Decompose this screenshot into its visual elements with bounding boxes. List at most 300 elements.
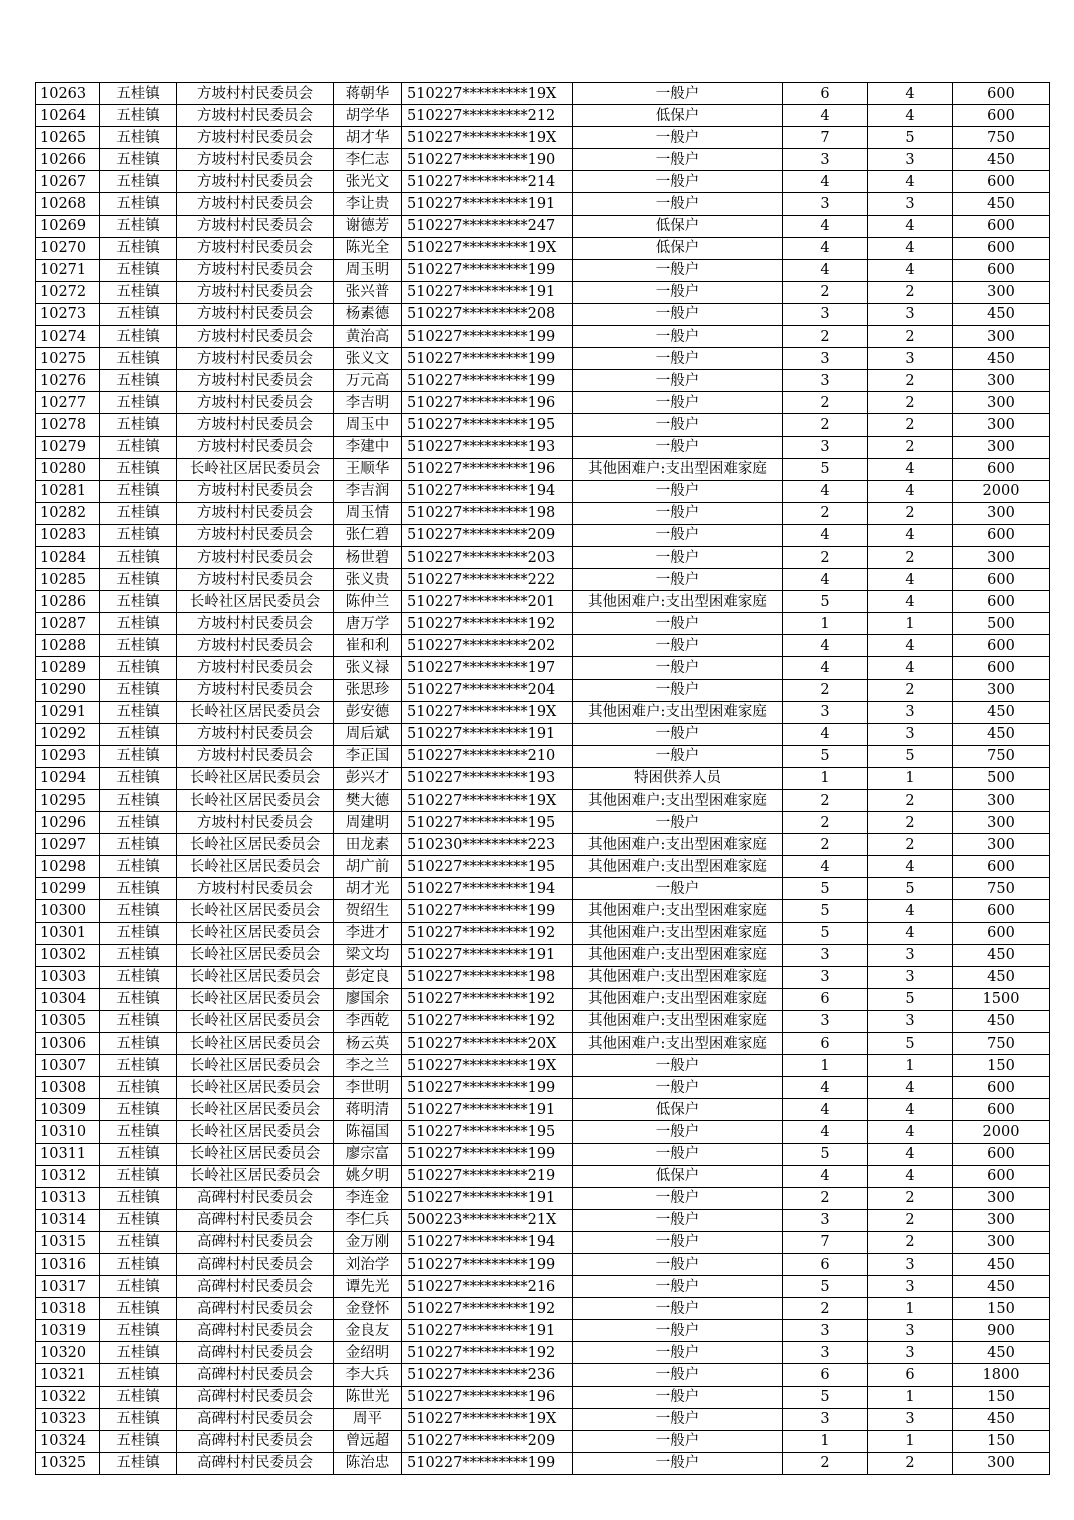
committee-cell: 长岭社区居民委员会 [177, 922, 334, 944]
family-size-cell: 5 [783, 1276, 868, 1298]
serial-number-cell: 10290 [36, 679, 100, 701]
amount-cell: 300 [953, 326, 1050, 348]
amount-cell: 450 [953, 193, 1050, 215]
town-cell: 五桂镇 [100, 569, 177, 591]
covered-persons-cell: 4 [868, 458, 953, 480]
committee-cell: 方坡村村民委员会 [177, 723, 334, 745]
amount-cell: 150 [953, 1055, 1050, 1077]
id-number-cell: 510227*********196 [402, 392, 573, 414]
town-cell: 五桂镇 [100, 1430, 177, 1452]
covered-persons-cell: 2 [868, 392, 953, 414]
id-number-cell: 510227*********199 [402, 348, 573, 370]
committee-cell: 方坡村村民委员会 [177, 613, 334, 635]
town-cell: 五桂镇 [100, 834, 177, 856]
household-type-cell: 一般户 [573, 679, 783, 701]
serial-number-cell: 10295 [36, 790, 100, 812]
id-number-cell: 510227*********208 [402, 303, 573, 325]
serial-number-cell: 10325 [36, 1452, 100, 1474]
amount-cell: 300 [953, 436, 1050, 458]
committee-cell: 方坡村村民委员会 [177, 546, 334, 568]
covered-persons-cell: 3 [868, 1010, 953, 1032]
covered-persons-cell: 4 [868, 922, 953, 944]
serial-number-cell: 10299 [36, 878, 100, 900]
name-cell: 张思珍 [334, 679, 402, 701]
amount-cell: 450 [953, 1342, 1050, 1364]
table-row [36, 237, 1050, 259]
table-row [36, 1010, 1050, 1032]
committee-cell: 方坡村村民委员会 [177, 127, 334, 149]
name-cell: 张义文 [334, 348, 402, 370]
family-size-cell: 2 [783, 281, 868, 303]
id-number-cell: 510227*********214 [402, 171, 573, 193]
committee-cell: 长岭社区居民委员会 [177, 701, 334, 723]
table-row [36, 1187, 1050, 1209]
amount-cell: 1800 [953, 1364, 1050, 1386]
covered-persons-cell: 3 [868, 1253, 953, 1275]
amount-cell: 450 [953, 303, 1050, 325]
committee-cell: 方坡村村民委员会 [177, 83, 334, 105]
committee-cell: 方坡村村民委员会 [177, 414, 334, 436]
household-type-cell: 一般户 [573, 1342, 783, 1364]
amount-cell: 150 [953, 1430, 1050, 1452]
covered-persons-cell: 4 [868, 259, 953, 281]
table-row [36, 966, 1050, 988]
amount-cell: 150 [953, 1298, 1050, 1320]
name-cell: 胡才光 [334, 878, 402, 900]
records-table-body [36, 83, 1050, 1475]
town-cell: 五桂镇 [100, 966, 177, 988]
town-cell: 五桂镇 [100, 790, 177, 812]
household-type-cell: 一般户 [573, 281, 783, 303]
serial-number-cell: 10289 [36, 657, 100, 679]
committee-cell: 长岭社区居民委员会 [177, 1033, 334, 1055]
name-cell: 贺绍生 [334, 900, 402, 922]
family-size-cell: 4 [783, 171, 868, 193]
id-number-cell: 510227*********19X [402, 1055, 573, 1077]
committee-cell: 长岭社区居民委员会 [177, 900, 334, 922]
town-cell: 五桂镇 [100, 1055, 177, 1077]
amount-cell: 900 [953, 1320, 1050, 1342]
serial-number-cell: 10319 [36, 1320, 100, 1342]
serial-number-cell: 10265 [36, 127, 100, 149]
household-type-cell: 一般户 [573, 878, 783, 900]
committee-cell: 方坡村村民委员会 [177, 215, 334, 237]
serial-number-cell: 10271 [36, 259, 100, 281]
covered-persons-cell: 1 [868, 1386, 953, 1408]
family-size-cell: 6 [783, 988, 868, 1010]
committee-cell: 方坡村村民委员会 [177, 679, 334, 701]
serial-number-cell: 10311 [36, 1143, 100, 1165]
family-size-cell: 5 [783, 878, 868, 900]
serial-number-cell: 10320 [36, 1342, 100, 1364]
committee-cell: 方坡村村民委员会 [177, 745, 334, 767]
covered-persons-cell: 4 [868, 856, 953, 878]
id-number-cell: 510227*********191 [402, 281, 573, 303]
name-cell: 胡学华 [334, 105, 402, 127]
covered-persons-cell: 2 [868, 436, 953, 458]
household-type-cell: 一般户 [573, 1121, 783, 1143]
committee-cell: 方坡村村民委员会 [177, 281, 334, 303]
committee-cell: 方坡村村民委员会 [177, 635, 334, 657]
id-number-cell: 510227*********209 [402, 524, 573, 546]
committee-cell: 长岭社区居民委员会 [177, 458, 334, 480]
covered-persons-cell: 4 [868, 83, 953, 105]
committee-cell: 长岭社区居民委员会 [177, 1099, 334, 1121]
household-type-cell: 一般户 [573, 745, 783, 767]
household-type-cell: 一般户 [573, 1231, 783, 1253]
name-cell: 李连金 [334, 1187, 402, 1209]
covered-persons-cell: 5 [868, 127, 953, 149]
household-type-cell: 一般户 [573, 193, 783, 215]
amount-cell: 450 [953, 701, 1050, 723]
table-row [36, 414, 1050, 436]
id-number-cell: 510227*********202 [402, 635, 573, 657]
family-size-cell: 5 [783, 922, 868, 944]
family-size-cell: 6 [783, 1364, 868, 1386]
household-type-cell: 一般户 [573, 657, 783, 679]
town-cell: 五桂镇 [100, 657, 177, 679]
serial-number-cell: 10305 [36, 1010, 100, 1032]
amount-cell: 500 [953, 613, 1050, 635]
household-type-cell: 一般户 [573, 326, 783, 348]
amount-cell: 450 [953, 944, 1050, 966]
amount-cell: 600 [953, 569, 1050, 591]
household-type-cell: 一般户 [573, 149, 783, 171]
family-size-cell: 5 [783, 900, 868, 922]
household-type-cell: 一般户 [573, 171, 783, 193]
family-size-cell: 6 [783, 83, 868, 105]
name-cell: 周平 [334, 1408, 402, 1430]
serial-number-cell: 10298 [36, 856, 100, 878]
table-row [36, 922, 1050, 944]
family-size-cell: 3 [783, 149, 868, 171]
town-cell: 五桂镇 [100, 1320, 177, 1342]
amount-cell: 300 [953, 812, 1050, 834]
name-cell: 崔和利 [334, 635, 402, 657]
table-row [36, 1165, 1050, 1187]
covered-persons-cell: 3 [868, 701, 953, 723]
name-cell: 蒋明清 [334, 1099, 402, 1121]
table-row [36, 259, 1050, 281]
town-cell: 五桂镇 [100, 613, 177, 635]
covered-persons-cell: 2 [868, 281, 953, 303]
covered-persons-cell: 3 [868, 1342, 953, 1364]
name-cell: 李吉明 [334, 392, 402, 414]
town-cell: 五桂镇 [100, 436, 177, 458]
family-size-cell: 6 [783, 1033, 868, 1055]
id-number-cell: 510227*********191 [402, 1320, 573, 1342]
town-cell: 五桂镇 [100, 237, 177, 259]
town-cell: 五桂镇 [100, 988, 177, 1010]
id-number-cell: 510227*********203 [402, 546, 573, 568]
id-number-cell: 510227*********199 [402, 900, 573, 922]
town-cell: 五桂镇 [100, 502, 177, 524]
name-cell: 张义贵 [334, 569, 402, 591]
table-row [36, 127, 1050, 149]
town-cell: 五桂镇 [100, 812, 177, 834]
name-cell: 刘治学 [334, 1253, 402, 1275]
family-size-cell: 2 [783, 834, 868, 856]
amount-cell: 300 [953, 679, 1050, 701]
table-row [36, 1408, 1050, 1430]
town-cell: 五桂镇 [100, 1452, 177, 1474]
amount-cell: 750 [953, 878, 1050, 900]
household-type-cell: 一般户 [573, 414, 783, 436]
id-number-cell: 510227*********199 [402, 1077, 573, 1099]
household-type-cell: 低保户 [573, 1099, 783, 1121]
serial-number-cell: 10307 [36, 1055, 100, 1077]
name-cell: 蒋朝华 [334, 83, 402, 105]
family-size-cell: 2 [783, 502, 868, 524]
name-cell: 李之兰 [334, 1055, 402, 1077]
committee-cell: 高碑村村民委员会 [177, 1187, 334, 1209]
serial-number-cell: 10314 [36, 1209, 100, 1231]
committee-cell: 方坡村村民委员会 [177, 569, 334, 591]
household-type-cell: 低保户 [573, 1165, 783, 1187]
name-cell: 陈世光 [334, 1386, 402, 1408]
table-row [36, 303, 1050, 325]
town-cell: 五桂镇 [100, 127, 177, 149]
covered-persons-cell: 3 [868, 1408, 953, 1430]
covered-persons-cell: 3 [868, 1276, 953, 1298]
family-size-cell: 3 [783, 1320, 868, 1342]
id-number-cell: 510227*********247 [402, 215, 573, 237]
table-row [36, 878, 1050, 900]
serial-number-cell: 10274 [36, 326, 100, 348]
id-number-cell: 510227*********199 [402, 326, 573, 348]
serial-number-cell: 10317 [36, 1276, 100, 1298]
town-cell: 五桂镇 [100, 1033, 177, 1055]
serial-number-cell: 10291 [36, 701, 100, 723]
household-type-cell: 一般户 [573, 1364, 783, 1386]
name-cell: 杨世碧 [334, 546, 402, 568]
family-size-cell: 2 [783, 392, 868, 414]
name-cell: 张义禄 [334, 657, 402, 679]
family-size-cell: 6 [783, 1253, 868, 1275]
amount-cell: 600 [953, 591, 1050, 613]
name-cell: 梁文均 [334, 944, 402, 966]
committee-cell: 方坡村村民委员会 [177, 878, 334, 900]
id-number-cell: 510227*********191 [402, 944, 573, 966]
amount-cell: 450 [953, 1276, 1050, 1298]
name-cell: 李进才 [334, 922, 402, 944]
name-cell: 黄治高 [334, 326, 402, 348]
amount-cell: 600 [953, 458, 1050, 480]
covered-persons-cell: 2 [868, 1231, 953, 1253]
household-type-cell: 一般户 [573, 348, 783, 370]
id-number-cell: 510227*********191 [402, 1187, 573, 1209]
table-row [36, 569, 1050, 591]
table-row [36, 657, 1050, 679]
id-number-cell: 510227*********199 [402, 1143, 573, 1165]
amount-cell: 300 [953, 1187, 1050, 1209]
id-number-cell: 510227*********193 [402, 436, 573, 458]
household-type-cell: 一般户 [573, 1209, 783, 1231]
covered-persons-cell: 4 [868, 237, 953, 259]
serial-number-cell: 10315 [36, 1231, 100, 1253]
name-cell: 万元高 [334, 370, 402, 392]
committee-cell: 高碑村村民委员会 [177, 1320, 334, 1342]
family-size-cell: 2 [783, 546, 868, 568]
table-row [36, 944, 1050, 966]
serial-number-cell: 10302 [36, 944, 100, 966]
id-number-cell: 510227*********196 [402, 458, 573, 480]
serial-number-cell: 10316 [36, 1253, 100, 1275]
covered-persons-cell: 4 [868, 105, 953, 127]
id-number-cell: 510227*********222 [402, 569, 573, 591]
household-type-cell: 其他困难户:支出型困难家庭 [573, 900, 783, 922]
family-size-cell: 2 [783, 679, 868, 701]
amount-cell: 300 [953, 370, 1050, 392]
table-row [36, 480, 1050, 502]
family-size-cell: 4 [783, 856, 868, 878]
town-cell: 五桂镇 [100, 458, 177, 480]
family-size-cell: 2 [783, 1452, 868, 1474]
table-row [36, 856, 1050, 878]
household-type-cell: 其他困难户:支出型困难家庭 [573, 922, 783, 944]
table-row [36, 1364, 1050, 1386]
id-number-cell: 510227*********212 [402, 105, 573, 127]
name-cell: 李仁兵 [334, 1209, 402, 1231]
family-size-cell: 4 [783, 237, 868, 259]
table-row [36, 1077, 1050, 1099]
household-type-cell: 其他困难户:支出型困难家庭 [573, 988, 783, 1010]
table-row [36, 1386, 1050, 1408]
family-size-cell: 3 [783, 944, 868, 966]
household-type-cell: 一般户 [573, 546, 783, 568]
table-row [36, 1121, 1050, 1143]
amount-cell: 600 [953, 259, 1050, 281]
table-row [36, 701, 1050, 723]
household-type-cell: 其他困难户:支出型困难家庭 [573, 944, 783, 966]
committee-cell: 方坡村村民委员会 [177, 303, 334, 325]
household-type-cell: 低保户 [573, 215, 783, 237]
town-cell: 五桂镇 [100, 215, 177, 237]
household-type-cell: 一般户 [573, 1055, 783, 1077]
amount-cell: 300 [953, 790, 1050, 812]
name-cell: 王顺华 [334, 458, 402, 480]
id-number-cell: 510227*********191 [402, 1099, 573, 1121]
family-size-cell: 4 [783, 105, 868, 127]
id-number-cell: 510227*********19X [402, 701, 573, 723]
town-cell: 五桂镇 [100, 105, 177, 127]
committee-cell: 方坡村村民委员会 [177, 657, 334, 679]
committee-cell: 长岭社区居民委员会 [177, 988, 334, 1010]
table-row [36, 1298, 1050, 1320]
id-number-cell: 510227*********196 [402, 1386, 573, 1408]
family-size-cell: 4 [783, 569, 868, 591]
amount-cell: 450 [953, 149, 1050, 171]
id-number-cell: 510227*********190 [402, 149, 573, 171]
serial-number-cell: 10287 [36, 613, 100, 635]
covered-persons-cell: 4 [868, 1165, 953, 1187]
serial-number-cell: 10324 [36, 1430, 100, 1452]
table-row [36, 524, 1050, 546]
serial-number-cell: 10284 [36, 546, 100, 568]
committee-cell: 长岭社区居民委员会 [177, 767, 334, 789]
table-row [36, 1430, 1050, 1452]
family-size-cell: 3 [783, 701, 868, 723]
household-type-cell: 特困供养人员 [573, 767, 783, 789]
committee-cell: 长岭社区居民委员会 [177, 856, 334, 878]
covered-persons-cell: 4 [868, 657, 953, 679]
family-size-cell: 4 [783, 723, 868, 745]
name-cell: 彭安德 [334, 701, 402, 723]
committee-cell: 长岭社区居民委员会 [177, 944, 334, 966]
name-cell: 陈仲兰 [334, 591, 402, 613]
town-cell: 五桂镇 [100, 1209, 177, 1231]
amount-cell: 300 [953, 281, 1050, 303]
serial-number-cell: 10303 [36, 966, 100, 988]
covered-persons-cell: 4 [868, 591, 953, 613]
covered-persons-cell: 3 [868, 1320, 953, 1342]
covered-persons-cell: 4 [868, 1121, 953, 1143]
town-cell: 五桂镇 [100, 1253, 177, 1275]
amount-cell: 600 [953, 635, 1050, 657]
serial-number-cell: 10277 [36, 392, 100, 414]
family-size-cell: 3 [783, 436, 868, 458]
household-type-cell: 一般户 [573, 127, 783, 149]
name-cell: 周玉中 [334, 414, 402, 436]
name-cell: 陈治忠 [334, 1452, 402, 1474]
family-size-cell: 4 [783, 1165, 868, 1187]
town-cell: 五桂镇 [100, 281, 177, 303]
table-row [36, 281, 1050, 303]
serial-number-cell: 10296 [36, 812, 100, 834]
table-row [36, 215, 1050, 237]
covered-persons-cell: 2 [868, 834, 953, 856]
household-type-cell: 一般户 [573, 480, 783, 502]
id-number-cell: 510227*********198 [402, 502, 573, 524]
name-cell: 周后斌 [334, 723, 402, 745]
id-number-cell: 510227*********19X [402, 83, 573, 105]
family-size-cell: 4 [783, 480, 868, 502]
town-cell: 五桂镇 [100, 1099, 177, 1121]
family-size-cell: 4 [783, 1099, 868, 1121]
table-row [36, 1099, 1050, 1121]
town-cell: 五桂镇 [100, 745, 177, 767]
serial-number-cell: 10268 [36, 193, 100, 215]
family-size-cell: 3 [783, 193, 868, 215]
id-number-cell: 510227*********219 [402, 1165, 573, 1187]
household-type-cell: 其他困难户:支出型困难家庭 [573, 591, 783, 613]
family-size-cell: 3 [783, 348, 868, 370]
family-size-cell: 3 [783, 1408, 868, 1430]
amount-cell: 450 [953, 1010, 1050, 1032]
covered-persons-cell: 3 [868, 303, 953, 325]
id-number-cell: 510227*********195 [402, 812, 573, 834]
covered-persons-cell: 1 [868, 1298, 953, 1320]
name-cell: 李让贵 [334, 193, 402, 215]
table-row [36, 1452, 1050, 1474]
table-row [36, 1320, 1050, 1342]
covered-persons-cell: 2 [868, 812, 953, 834]
table-row [36, 679, 1050, 701]
amount-cell: 500 [953, 767, 1050, 789]
covered-persons-cell: 5 [868, 988, 953, 1010]
serial-number-cell: 10278 [36, 414, 100, 436]
household-type-cell: 一般户 [573, 812, 783, 834]
family-size-cell: 2 [783, 790, 868, 812]
family-size-cell: 1 [783, 767, 868, 789]
amount-cell: 1500 [953, 988, 1050, 1010]
covered-persons-cell: 3 [868, 966, 953, 988]
id-number-cell: 510227*********198 [402, 966, 573, 988]
amount-cell: 600 [953, 657, 1050, 679]
committee-cell: 高碑村村民委员会 [177, 1209, 334, 1231]
serial-number-cell: 10283 [36, 524, 100, 546]
amount-cell: 750 [953, 127, 1050, 149]
